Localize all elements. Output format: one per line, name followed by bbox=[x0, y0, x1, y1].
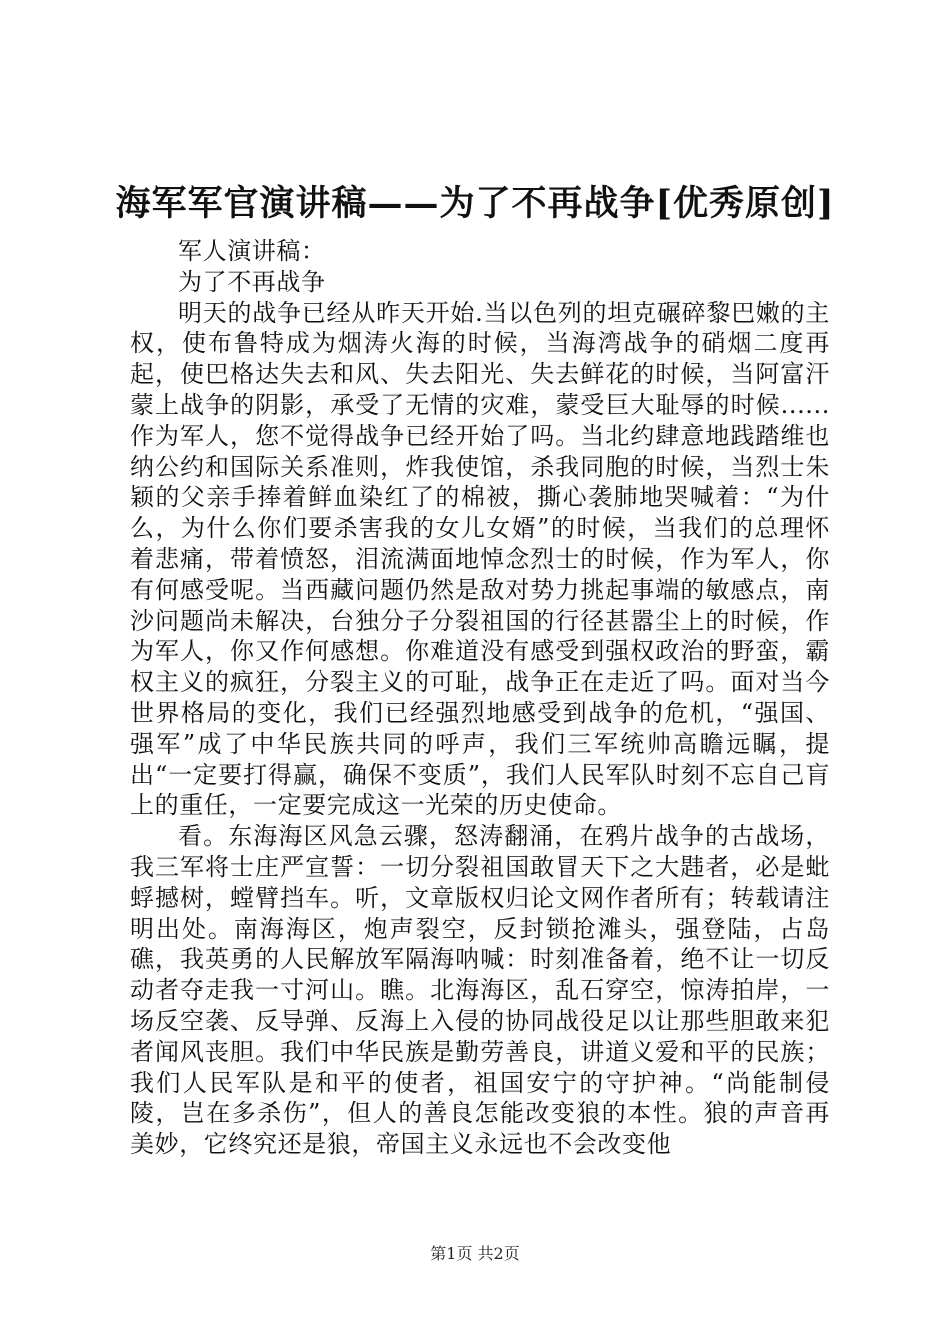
paragraph-body-1: 明天的战争已经从昨天开始.当以色列的坦克碾碎黎巴嫩的主权，使布鲁特成为烟涛火海的时候，当海湾战争的硝烟二度再起，使巴格达失去和风、失去阳光、失去鲜花的时候，当阿富汗蒙上战争的阴影，承受了无情的灾难，蒙受巨大耻辱的时候......作为军人，您不觉得战争已经开始了吗。当北约肆意地践踏维也纳公约和国际关系准则，炸我使馆，杀我同胞的时候，当烈士朱颖的父亲手捧着鲜血染红了的棉被，撕心袭肺地哭喊着：“为什么，为什么你们要杀害我的女儿女婿”的时候，当我们的总理怀着悲痛，带着愤怒，泪流满面地悼念烈士的时候，作为军人，你有何感受呢。当西藏问题仍然是敌对势力挑起事端的敏感点，南沙问题尚未解决，台独分子分裂祖国的行径甚嚣尘上的时候，作为军人，你又作何感想。你难道没有感受到强权政治的野蛮，霸权主义的疯狂，分裂主义的可耻，战争正在走近了吗。面对当今世界格局的变化，我们已经强烈地感受到战争的危机，“强国、强军”成了中华民族共同的呼声，我们三军统帅高瞻远瞩，提出“一定要打得赢，确保不变质”，我们人民军队时刻不忘自己肓上的重任，一定要完成这一光荣的历史使命。 bbox=[130, 298, 830, 820]
page-footer: 第1页 共2页 bbox=[430, 1244, 520, 1263]
document-body bbox=[130, 236, 830, 1160]
paragraph-body-2: 看。东海海区风急云骤，怒涛翻涌，在鸦片战争的古战场，我三军将士庄严宣誓：一切分裂祖国敢冒天下之大韪者，必是蚍蜉撼树，螳臂挡车。听，文章版权归论文网作者所有；转载请注明出处。南海海区，炮声裂空，反封锁抢滩头，强登陆，占岛礁，我英勇的人民解放军隔海呐喊：时刻准备着，绝不让一切反动者夺走我一寸河山。瞧。北海海区，乱石穿空，惊涛拍岸，一场反空袭、反导弹、反海上入侵的协同战役足以让那些胆敢来犯者闻风丧胆。我们中华民族是勤劳善良，讲道义爱和平的民族；我们人民军队是和平的使者，祖国安宁的守护神。“尚能制侵陵，岂在多杀伤”，但人的善良怎能改变狼的本性。狼的声音再美妙，它终究还是狼，帝国主义永远也不会改变他 bbox=[130, 822, 830, 1159]
paragraph-heading-label: 军人演讲稿： bbox=[178, 237, 326, 265]
document-title: 海军军官演讲稿——为了不再战争[优秀原创] bbox=[115, 183, 835, 224]
paragraph-subtitle: 为了不再战争 bbox=[178, 267, 326, 296]
